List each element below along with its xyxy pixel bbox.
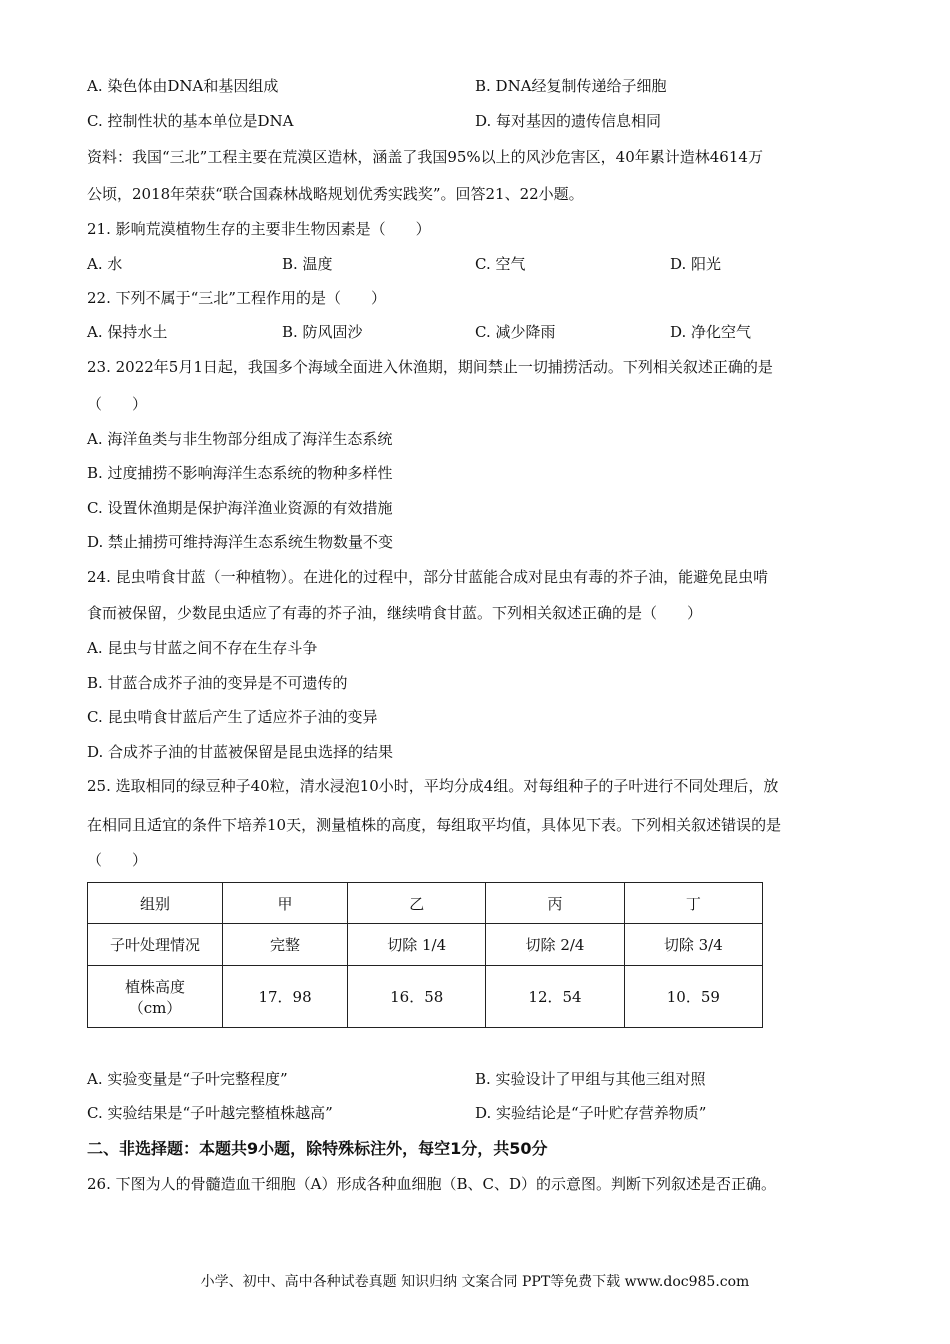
q24-option-a: A. 昆虫与甘蓝之间不存在生存斗争: [87, 639, 318, 657]
height-label-line-2: （cm）: [128, 998, 182, 1017]
q22-option-a: A. 保持水土: [87, 323, 168, 341]
q21-option-a: A. 水: [87, 255, 123, 273]
table-cell: 17．98: [223, 966, 348, 1028]
table-cell: [88, 966, 223, 1028]
q22-option-c: C. 减少降雨: [475, 323, 556, 341]
q25-option-a: A. 实验变量是“子叶完整程度”: [87, 1070, 288, 1088]
q21-option-b: B. 温度: [282, 255, 333, 273]
q23-option-a: A. 海洋鱼类与非生物部分组成了海洋生态系统: [87, 430, 393, 448]
q25-stem-line-2: 在相同且适宜的条件下培养10天，测量植株的高度，每组取平均值，具体见下表。下列相关叙述错误的是: [87, 816, 782, 834]
q25-option-d: D. 实验结论是“子叶贮存营养物质”: [475, 1104, 707, 1122]
q23-stem-line-1: 23. 2022年5月1日起，我国多个海域全面进入休渔期，期间禁止一切捕捞活动。下列相关叙述正确的是: [87, 358, 773, 376]
q23-option-b: B. 过度捕捞不影响海洋生态系统的物种多样性: [87, 464, 393, 482]
table-cell: 10．59: [624, 966, 762, 1028]
table-row: [88, 966, 763, 1028]
q25-stem-line-1: 25. 选取相同的绿豆种子40粒，清水浸泡10小时，平均分成4组。对每组种子的子叶进行不同处理后，放: [87, 777, 779, 795]
material-line-2: 公顷，2018年荣获“联合国森林战略规划优秀实践奖”。回答21、22小题。: [87, 185, 584, 203]
q23-option-c: C. 设置休渔期是保护海洋渔业资源的有效措施: [87, 499, 393, 517]
q20-option-c: C. 控制性状的基本单位是DNA: [87, 112, 294, 130]
table-cell: 切除 2/4: [486, 924, 624, 966]
table-cell: 切除 3/4: [624, 924, 762, 966]
q20-option-a: A. 染色体由DNA和基因组成: [87, 77, 279, 95]
table-row: [88, 883, 763, 924]
q20-option-b: B. DNA经复制传递给子细胞: [475, 77, 667, 95]
q24-option-d: D. 合成芥子油的甘蓝被保留是昆虫选择的结果: [87, 743, 394, 761]
table-row: [88, 924, 763, 966]
table-header-cell: 丙: [486, 883, 624, 924]
q21-stem: 21. 影响荒漠植物生存的主要非生物因素是（ ）: [87, 220, 431, 238]
table-cell: 切除 1/4: [348, 924, 486, 966]
table-cell: 12．54: [486, 966, 624, 1028]
height-label-line-1: 植株高度: [124, 977, 185, 996]
table-header-cell: 乙: [348, 883, 486, 924]
table-cell: 完整: [223, 924, 348, 966]
q24-option-b: B. 甘蓝合成芥子油的变异是不可遗传的: [87, 674, 348, 692]
q22-option-b: B. 防风固沙: [282, 323, 363, 341]
table-cell: 子叶处理情况: [88, 924, 223, 966]
table-header-cell: 甲: [223, 883, 348, 924]
material-line-1: 资料：我国“三北”工程主要在荒漠区造林，涵盖了我国95%以上的风沙危害区，40年累计造林4614万: [87, 148, 763, 166]
q24-stem-line-1: 24. 昆虫啃食甘蓝（一种植物）。在进化的过程中，部分甘蓝能合成对昆虫有毒的芥子油，能避免昆虫啃: [87, 568, 769, 586]
q24-stem-line-2: 食而被保留，少数昆虫适应了有毒的芥子油，继续啃食甘蓝。下列相关叙述正确的是（ ）: [87, 604, 703, 622]
q21-option-c: C. 空气: [475, 255, 526, 273]
section-2-title: 二、非选择题：本题共9小题，除特殊标注外，每空1分，共50分: [87, 1139, 548, 1158]
q24-option-c: C. 昆虫啃食甘蓝后产生了适应芥子油的变异: [87, 708, 378, 726]
q23-option-d: D. 禁止捕捞可维持海洋生态系统生物数量不变: [87, 533, 394, 551]
q25-stem-line-3: （ ）: [87, 851, 148, 869]
table-header-cell: 丁: [624, 883, 762, 924]
q22-option-d: D. 净化空气: [670, 323, 752, 341]
table-cell: 16．58: [348, 966, 486, 1028]
q20-option-d: D. 每对基因的遗传信息相同: [475, 112, 662, 130]
q21-option-d: D. 阳光: [670, 255, 722, 273]
q25-option-b: B. 实验设计了甲组与其他三组对照: [475, 1070, 706, 1088]
q26-stem: 26. 下图为人的骨髓造血干细胞（A）形成各种血细胞（B、C、D）的示意图。判断下列叙述是否正确。: [87, 1175, 776, 1193]
q22-stem: 22. 下列不属于“三北”工程作用的是（ ）: [87, 289, 386, 307]
q25-data-table: [87, 882, 763, 1028]
table-header-cell: 组别: [88, 883, 223, 924]
q23-stem-line-2: （ ）: [87, 395, 148, 413]
page-footer: 小学、初中、高中各种试卷真题 知识归纳 文案合同 PPT等免费下载 www.doc985.com: [200, 1274, 750, 1290]
q25-option-c: C. 实验结果是“子叶越完整植株越高”: [87, 1104, 333, 1122]
